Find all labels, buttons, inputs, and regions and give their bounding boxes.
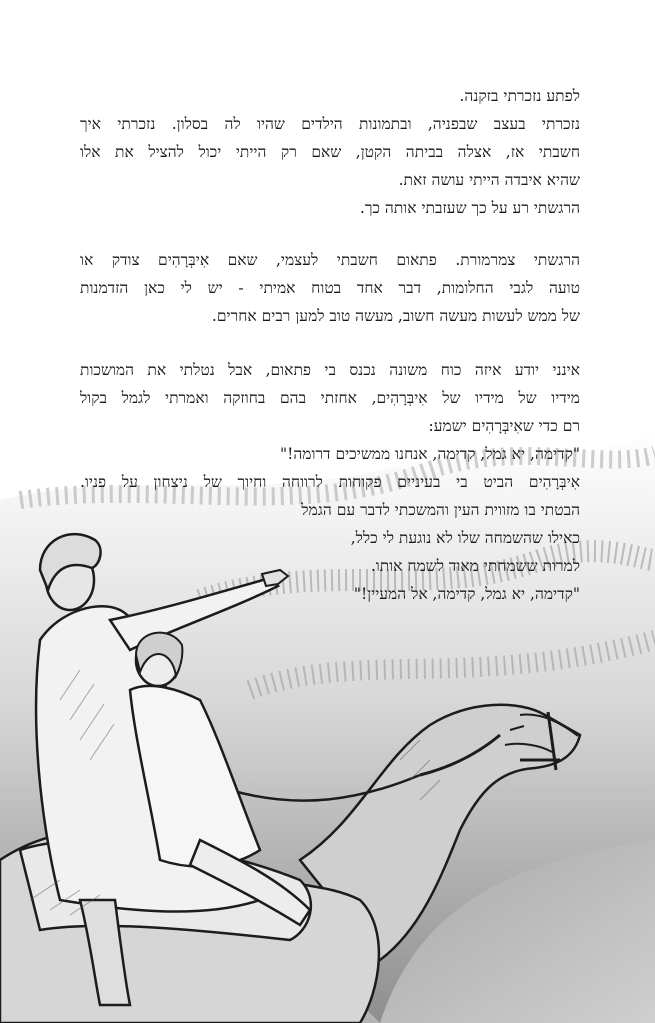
paragraph-2 bbox=[80, 246, 580, 330]
text-line: מידיו של מידיו של אִיבְּרָהִים, אחזתי בהם בחוזקה ואמרתי לגמל בקול bbox=[80, 389, 580, 407]
text-line: "קדימה, יא גמל, קדימה, אל המעיין!" bbox=[353, 585, 580, 603]
text-line: של ממש לעשות מעשה חשוב, מעשה טוב למען רבים אחרים. bbox=[211, 307, 580, 325]
paragraph-1 bbox=[80, 82, 580, 222]
text-line: הבטתי בו מזווית העין והמשכתי לדבר עם הגמל bbox=[301, 501, 580, 519]
text-line: נזכרתי בעצב שבפניה, ובתמונות הילדים שהיו לה בסלון. נזכרתי איך bbox=[80, 115, 580, 133]
text-line: חשבתי אז, אצלה בביתה הקטן, שאם רק הייתי יכול להציל את אלו bbox=[80, 143, 580, 161]
text-line: אִיבְּרָהִים הביט בי בעיניים פקוחות לרווחה וחיוך של ניצחון על פניו. bbox=[80, 473, 580, 491]
text-line: הרגשתי צמרמורת. פתאום חשבתי לעצמי, שאם אִיבְּרָהִים צודק או bbox=[80, 251, 580, 269]
text-line: "קדימה, יא גמל, קדימה, אנחנו ממשיכים דרומה!" bbox=[280, 445, 580, 463]
text-line: שהיא איבדה הייתי עושה זאת. bbox=[398, 171, 580, 189]
text-line: טועה לגבי החלומות, דבר אחד בטוח אמיתי - יש לי כאן הזדמנות bbox=[80, 279, 580, 297]
text-line: הרגשתי רע על כך שעזבתי אותה כך. bbox=[359, 199, 580, 217]
text-line: למרות ששמחתי מאוד לשמח אותו. bbox=[370, 557, 580, 575]
text-line: רם כדי שאִיבְּרָהִים ישמע: bbox=[428, 417, 580, 435]
text-line: לפתע נזכרתי בזקנה. bbox=[459, 87, 580, 105]
paragraph-3 bbox=[80, 356, 580, 608]
text-line: אינני יודע איזה כוח משונה נכנס בי פתאום, אבל נטלתי את המושכות bbox=[80, 361, 580, 379]
text-line: כאילו שהשמחה שלו לא נוגעת לי כלל, bbox=[350, 529, 580, 547]
